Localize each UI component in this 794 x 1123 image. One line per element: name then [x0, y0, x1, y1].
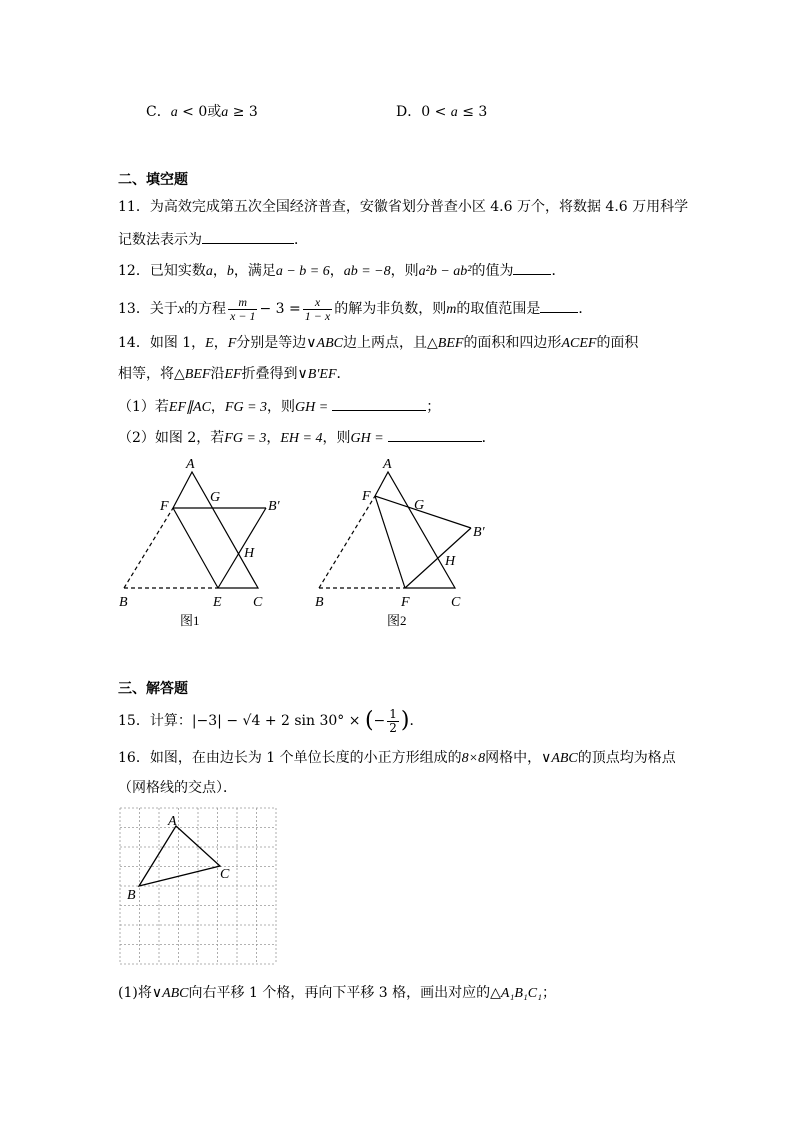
q16-line2: （网格线的交点）．: [118, 780, 237, 796]
q14-part2: （2）如图 2，若FG = 3，EH = 4，则GH = ．: [118, 427, 496, 448]
q12: 12．已知实数a，b，满足a − b = 6，ab = −8，则a²b − ab²的值为 ．: [118, 260, 565, 281]
label-f: F: [160, 499, 169, 514]
section-title-fill-in: 二、填空题: [118, 172, 188, 188]
q15: 15．计算：|−3| − √4 + 2 sin 30° × (− $\frac{1}{2}$ )．: [118, 706, 424, 735]
label-b: B: [119, 595, 128, 610]
label-a: A: [186, 457, 195, 472]
section-title-solutions: 三、解答题: [118, 681, 188, 697]
label-b-prime: B′: [268, 499, 280, 514]
q14-line2: 相等，将△BEF沿EF折叠得到∨B′EF．: [118, 366, 351, 382]
answer-blank[interactable]: [513, 260, 551, 275]
option-d: D．0 < a ≤ 3: [396, 104, 488, 120]
fraction-m-over-x-minus-1: $\frac{m}{x - 1}$: [230, 294, 256, 323]
figure-2-caption: 图2: [387, 613, 407, 628]
option-c: C．a < 0或a ≥ 3: [146, 104, 258, 120]
segment-b-prime-f: [405, 528, 471, 588]
q11-line1: 11．为高效完成第五次全国经济普查，安徽省划分普查小区 4.6 万个，将数据 4.6 万用科学: [118, 199, 689, 215]
grid-label-c: C: [220, 867, 230, 882]
answer-blank[interactable]: [540, 298, 578, 313]
q13: 13．关于x的方程 $\frac{m}{x - 1}$ − 3 = $\frac{x}{1 - x}$ 的解为非负数，则m的取值范围是 ．: [118, 294, 593, 323]
label-f-top: F: [362, 489, 371, 504]
label-h: H: [244, 546, 255, 561]
q16-line1: 16．如图，在由边长为 1 个单位长度的小正方形组成的8×8网格中，∨ABC的顶点均为格点: [118, 750, 676, 766]
q14-part1: （1）若EF∥AC，FG = 3，则GH = ；: [118, 396, 440, 417]
label-b-prime: B′: [473, 525, 485, 540]
segment-b-prime-e: [218, 508, 266, 588]
fold-line-bf: [319, 496, 375, 588]
segment-fe: [173, 508, 218, 588]
grid-lines: [120, 808, 276, 964]
figure-1-caption: 图1: [180, 613, 200, 628]
figure-2: [305, 452, 505, 632]
q11-line2: 记数法表示为 ．: [118, 229, 308, 249]
grid-label-a: A: [168, 814, 177, 829]
q14-line1: 14．如图 1，E，F分别是等边∨ABC边上两点，且△BEF的面积和四边形ACEF的面积: [118, 335, 639, 351]
label-e: E: [213, 595, 222, 610]
grid-figure: [118, 806, 283, 971]
figure-1: [110, 452, 290, 632]
label-c: C: [451, 595, 461, 610]
answer-blank[interactable]: [388, 427, 482, 442]
fraction-one-half: $\frac{1}{2}$: [389, 706, 397, 735]
label-c: C: [253, 595, 263, 610]
fold-line-bf: [124, 508, 173, 588]
answer-blank[interactable]: [202, 229, 294, 244]
label-g: G: [210, 490, 221, 505]
triangle-abc: [139, 826, 220, 886]
triangle-edges: [375, 472, 455, 588]
fraction-x-over-1-minus-x: $\frac{x}{1 - x}$: [304, 294, 331, 323]
label-b: B: [315, 595, 324, 610]
label-h: H: [445, 554, 456, 569]
segment-ff: [375, 496, 405, 588]
q16-sub1: (1)将∨ABC向右平移 1 个格，再向下平移 3 格，画出对应的△A₁B₁C₁；: [118, 985, 556, 1001]
label-a: A: [383, 457, 392, 472]
answer-blank[interactable]: [332, 396, 426, 411]
grid-label-b: B: [127, 888, 136, 903]
label-f-bottom: F: [401, 595, 410, 610]
label-g: G: [414, 498, 425, 513]
